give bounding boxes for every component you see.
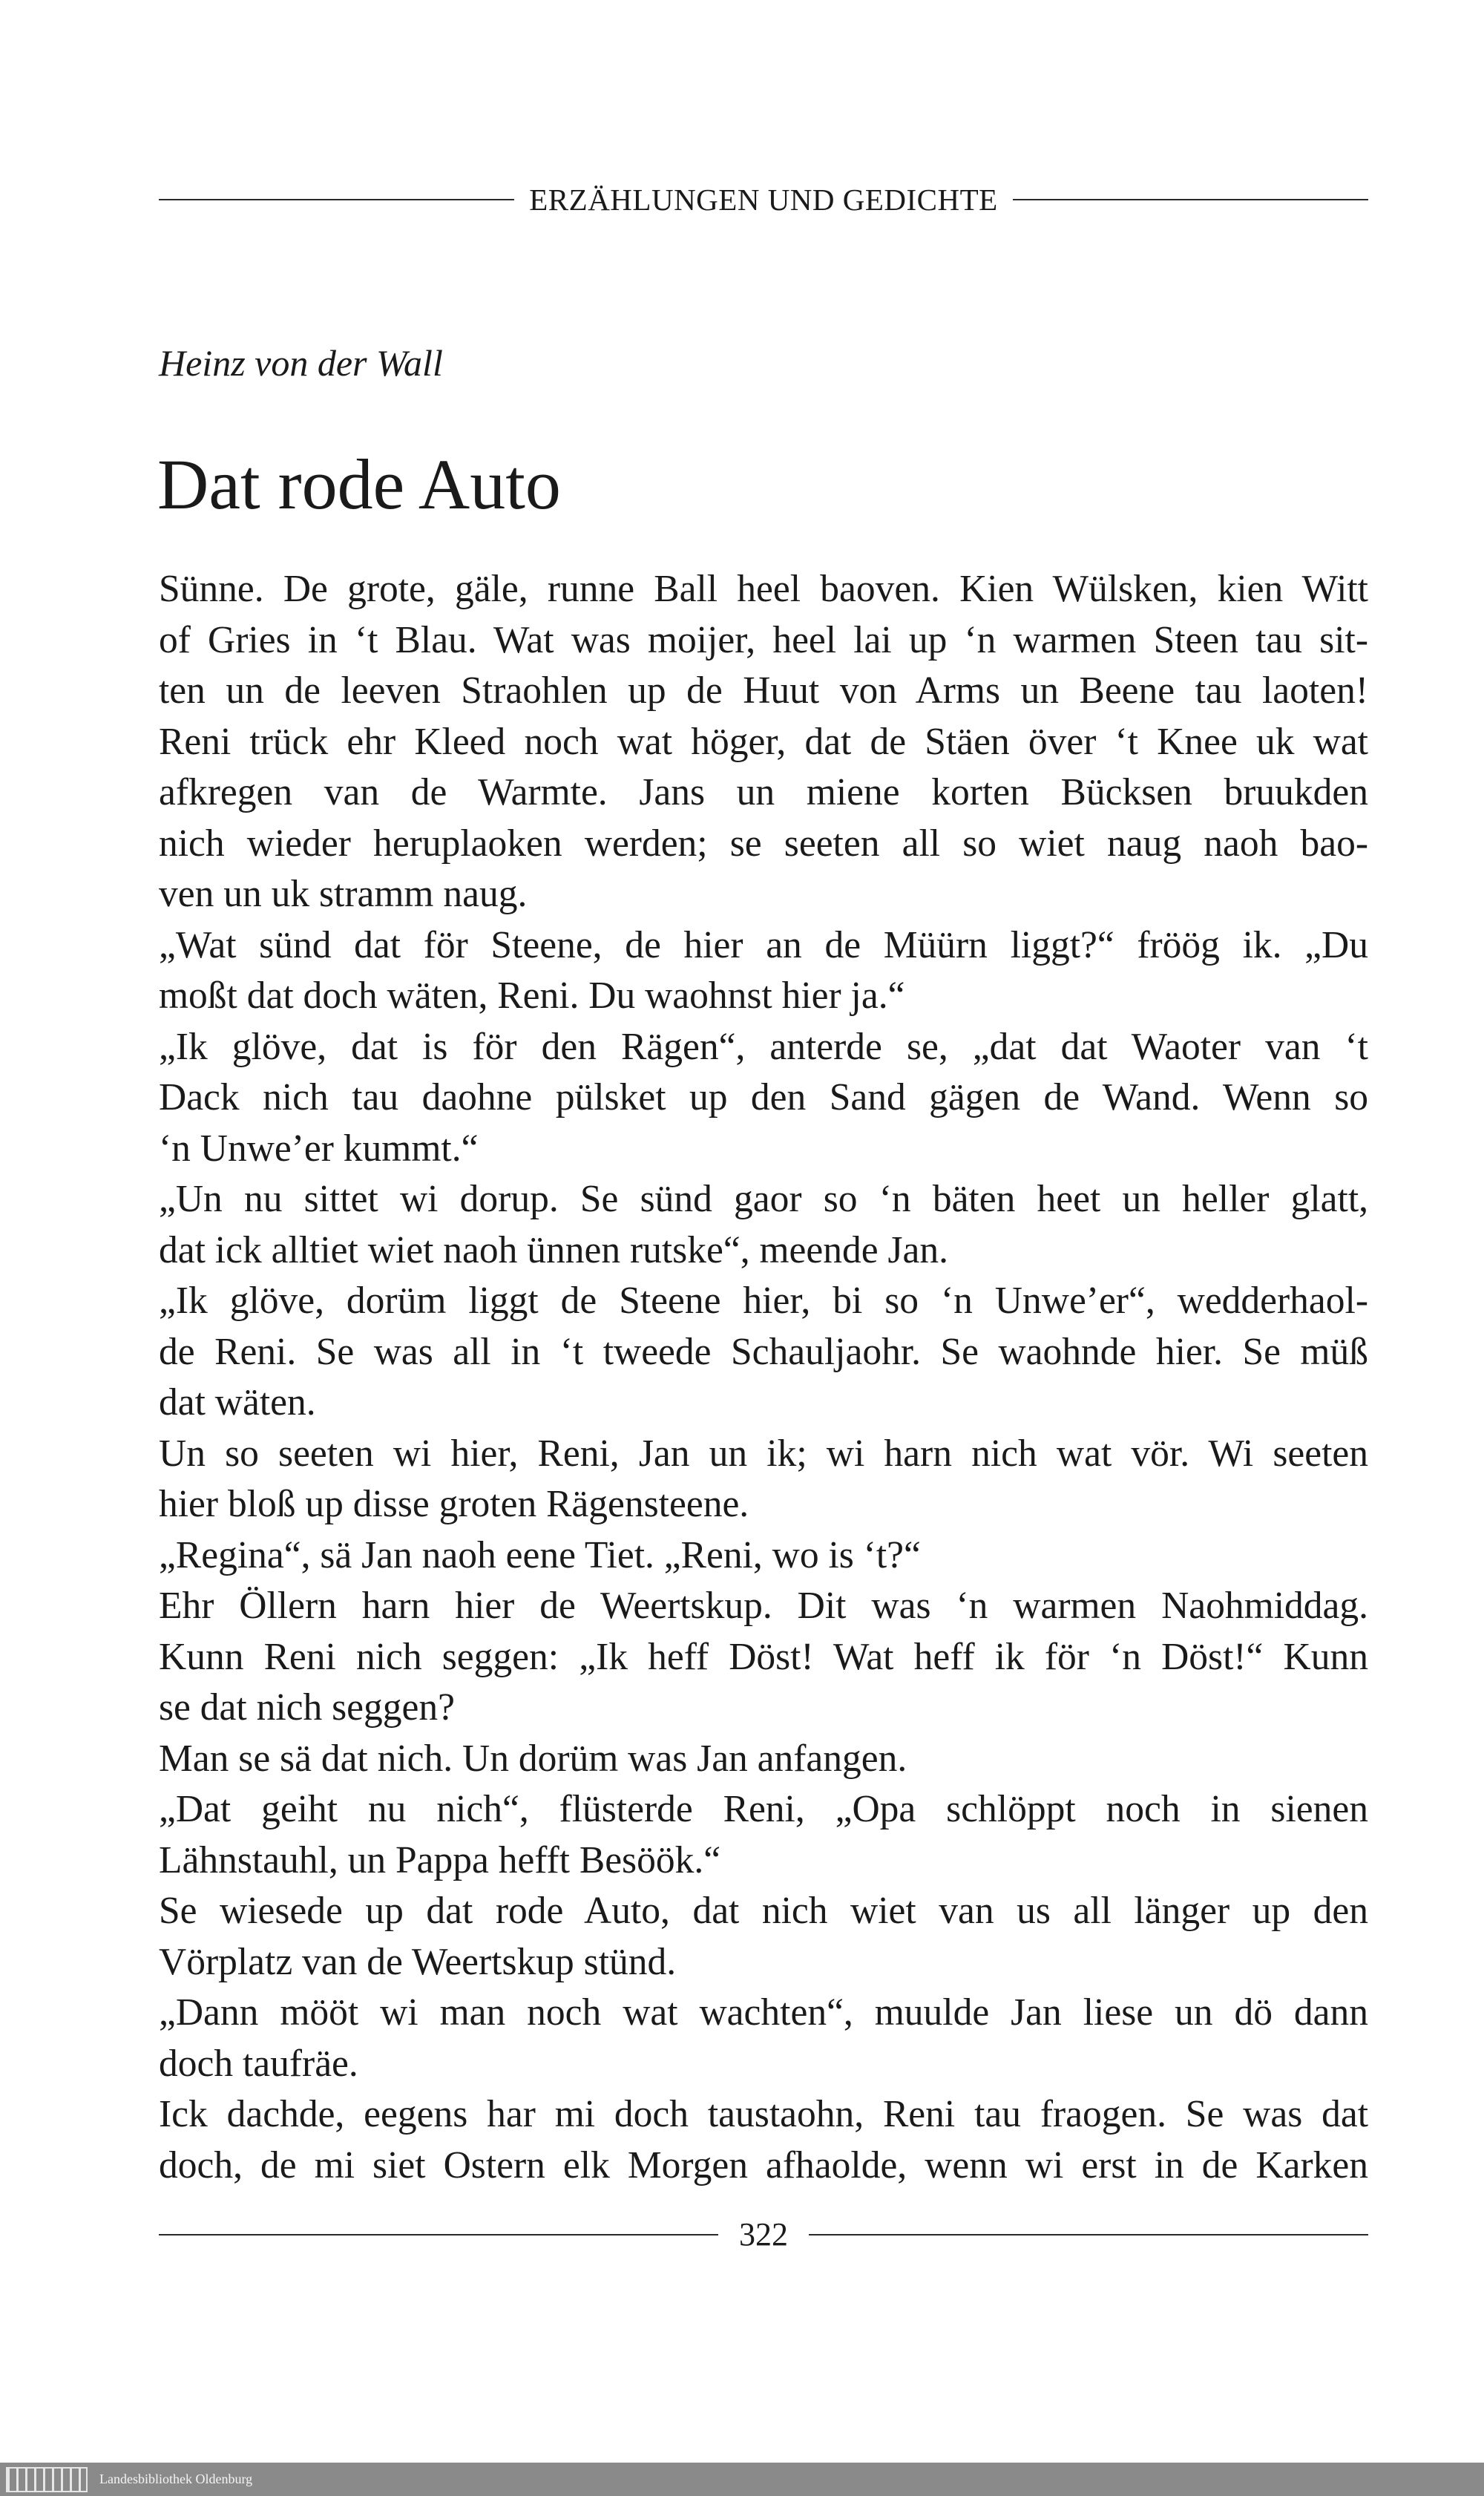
text-line: Ick dachde, eegens har mi doch taustaohn, Reni tau fraogen. Se was dat	[159, 2093, 1368, 2135]
story-body	[159, 564, 1368, 2191]
text-line: hier bloß up disse groten Rägensteene.	[159, 1483, 749, 1525]
text-line: Man se sä dat nich. Un dorüm was Jan anfangen.	[159, 1737, 907, 1780]
library-name: Landesbibliothek Oldenburg	[99, 2472, 253, 2486]
text-line: ten un de leeven Straohlen up de Huut von Arms un Beene tau laoten!	[159, 669, 1368, 712]
text-line: „Regina“, sä Jan naoh eene Tiet. „Reni, wo is ‘t?“	[159, 1533, 921, 1576]
text-line: Dack nich tau daohne pülsket up den Sand gägen de Wand. Wenn so	[159, 1076, 1368, 1118]
text-line: ‘n Unwe’er kummt.“	[159, 1127, 479, 1170]
text-line: of Gries in ‘t Blau. Wat was moijer, heel lai up ‘n warmen Steen tau sit-	[159, 618, 1368, 661]
text-line: Sünne. De grote, gäle, runne Ball heel baoven. Kien Wülsken, kien Witt	[159, 568, 1368, 610]
header-rule-right	[1013, 199, 1368, 200]
text-line: doch taufräe.	[159, 2042, 358, 2085]
text-line: „Dat geiht nu nich“, flüsterde Reni, „Opa schlöppt noch in sienen	[159, 1788, 1368, 1830]
text-line: Se wiesede up dat rode Auto, dat nich wiet van us all länger up den	[159, 1890, 1368, 1932]
running-title: ERZÄHLUNGEN UND GEDICHTE	[529, 183, 998, 217]
text-line: doch, de mi siet Ostern elk Morgen afhaolde, wenn wi erst in de Karken	[159, 2143, 1368, 2187]
text-line: Un so seeten wi hier, Reni, Jan un ik; wi harn nich wat vör. Wi seeten	[159, 1432, 1368, 1475]
text-line: de Reni. Se was all in ‘t tweede Schauljaohr. Se waohnde hier. Se müß	[159, 1330, 1368, 1373]
footer-rule-right	[809, 2234, 1368, 2235]
page-number: 322	[739, 2216, 788, 2253]
author-name: Heinz von der Wall	[159, 342, 443, 384]
text-line: „Wat sünd dat för Steene, de hier an de Müürn liggt?“ fröög ik. „Du	[159, 923, 1368, 966]
text-line: Reni trück ehr Kleed noch wat höger, dat de Stäen över ‘t Knee uk wat	[159, 720, 1368, 763]
text-line: Lähnstauhl, un Pappa hefft Besöök.“	[159, 1838, 721, 1881]
page-footer	[159, 2215, 1368, 2253]
text-line: nich wieder heruplaoken werden; se seeten all so wiet naug naoh bao-	[159, 822, 1368, 865]
text-line: Ehr Öllern harn hier de Weertskup. Dit was ‘n warmen Naohmiddag.	[159, 1585, 1368, 1627]
text-line: afkregen van de Warmte. Jans un miene korten Bücksen bruukden	[159, 771, 1368, 813]
running-header	[159, 182, 1368, 217]
header-rule-left	[159, 199, 514, 200]
text-line: dat ick alltiet wiet naoh ünnen rutske“, meende Jan.	[159, 1228, 948, 1271]
text-line: Vörplatz van de Weertskup stünd.	[159, 1940, 677, 1983]
text-line: Kunn Reni nich seggen: „Ik heff Döst! Wat heff ik för ‘n Döst!“ Kunn	[159, 1635, 1368, 1678]
text-line: „Ik glöve, dat is för den Rägen“, anterde se, „dat dat Waoter van ‘t	[159, 1025, 1368, 1068]
text-line: ven un uk stramm naug.	[159, 873, 528, 915]
library-building-icon	[6, 2467, 88, 2492]
text-line: „Dann mööt wi man noch wat wachten“, muulde Jan liese un dö dann	[159, 1991, 1368, 2034]
text-line: moßt dat doch wäten, Reni. Du waohnst hier ja.“	[159, 975, 905, 1017]
story-title: Dat rode Auto	[157, 445, 561, 524]
text-line: se dat nich seggen?	[159, 1686, 455, 1729]
text-line: dat wäten.	[159, 1381, 316, 1424]
text-line: „Un nu sittet wi dorup. Se sünd gaor so ‘n bäten heet un heller glatt,	[159, 1178, 1368, 1220]
footer-rule-left	[159, 2234, 718, 2235]
library-banner	[0, 2463, 1484, 2496]
text-line: „Ik glöve, dorüm liggt de Steene hier, bi so ‘n Unwe’er“, wedderhaol-	[159, 1280, 1368, 1322]
